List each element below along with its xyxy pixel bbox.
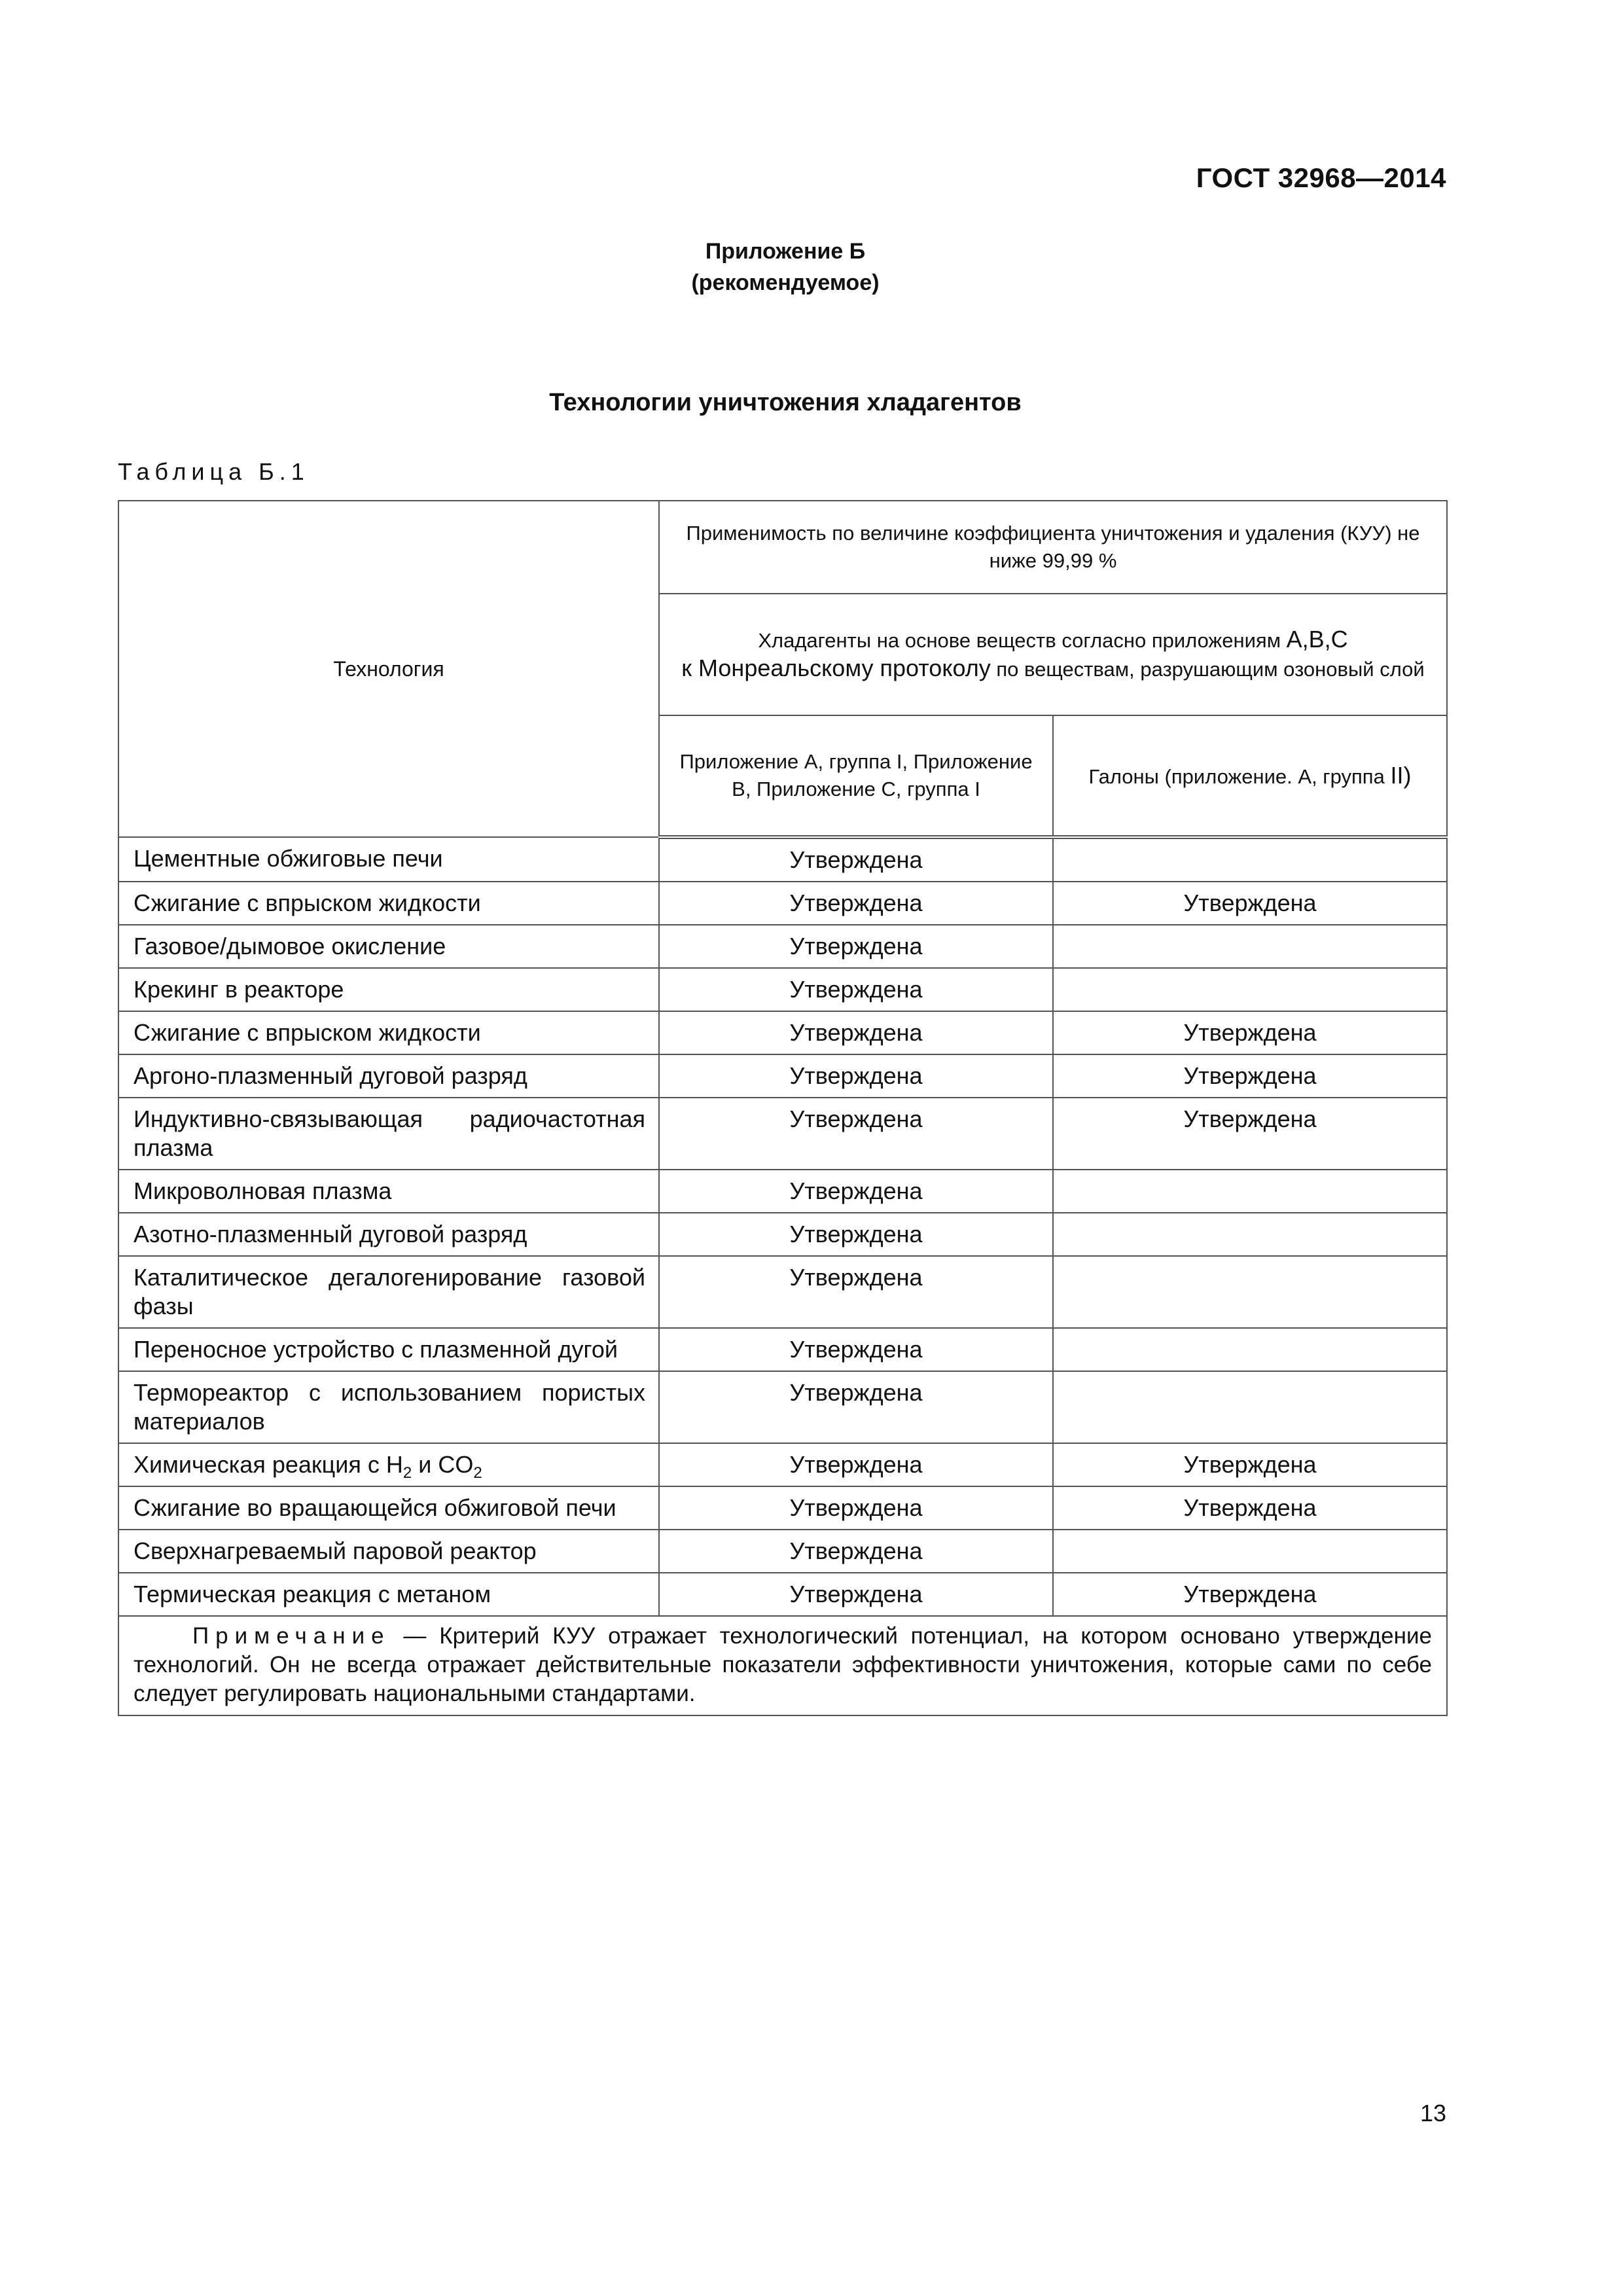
halons-prefix: Галоны (приложение. А, группа	[1088, 765, 1391, 788]
table-row	[118, 1486, 1447, 1530]
table-row	[118, 925, 1447, 968]
destruction-technologies-table	[118, 500, 1448, 1716]
halons-cell	[1053, 837, 1447, 882]
halons-cell	[1053, 968, 1447, 1011]
note-row	[118, 1616, 1447, 1715]
document-code: ГОСТ 32968—2014	[1196, 162, 1446, 193]
annex-a-cell: Утверждена	[659, 1256, 1053, 1328]
technology-cell: Сжигание во вращающейся обжиговой печи	[118, 1486, 659, 1530]
annex-a-cell: Утверждена	[659, 1098, 1053, 1170]
formula-subscript-h: 2	[402, 1464, 412, 1482]
refrigerants-annexes: A,B,C	[1286, 626, 1348, 653]
halons-cell: Утверждена	[1053, 1443, 1447, 1486]
technology-cell: Аргоно-плазменный дуговой разряд	[118, 1054, 659, 1098]
technology-cell: Микроволновая плазма	[118, 1170, 659, 1213]
halons-cell	[1053, 1530, 1447, 1573]
annex-a-cell: Утверждена	[659, 1371, 1053, 1443]
annex-a-cell: Утверждена	[659, 1213, 1053, 1256]
halons-cell: Утверждена	[1053, 1486, 1447, 1530]
table-note	[118, 1616, 1447, 1715]
table-row	[118, 1530, 1447, 1573]
annex-a-cell: Утверждена	[659, 837, 1053, 882]
header-row-1	[118, 501, 1447, 594]
technology-cell: Цементные обжиговые печи	[118, 837, 659, 882]
annex-a-cell: Утверждена	[659, 1170, 1053, 1213]
note-label: Примечание	[192, 1623, 391, 1649]
page-title: Технологии уничтожения хладагентов	[549, 389, 1022, 416]
halons-cell	[1053, 1256, 1447, 1328]
table-row	[118, 968, 1447, 1011]
formula-mid: и CO	[412, 1451, 474, 1478]
refrigerants-prefix: Хладагенты на основе веществ согласно приложениям	[758, 629, 1287, 652]
halons-cell	[1053, 1328, 1447, 1371]
halons-group: II)	[1390, 762, 1412, 789]
table-label: Таблица Б.1	[118, 458, 310, 485]
annex-a-cell: Утверждена	[659, 1328, 1053, 1371]
table-row	[118, 1170, 1447, 1213]
table-row	[118, 1371, 1447, 1443]
table-row	[118, 1054, 1447, 1098]
halons-cell: Утверждена	[1053, 1011, 1447, 1054]
halons-cell: Утверждена	[1053, 882, 1447, 925]
halons-cell	[1053, 1170, 1447, 1213]
table-row	[118, 1443, 1447, 1486]
annex-a-cell: Утверждена	[659, 1443, 1053, 1486]
technology-cell: Сверхнагреваемый паровой реактор	[118, 1530, 659, 1573]
table-row	[118, 1011, 1447, 1054]
halons-cell	[1053, 1213, 1447, 1256]
technology-cell: Каталитическое дегалогенирование газовой фазы	[118, 1256, 659, 1328]
appendix-type: (рекомендуемое)	[691, 270, 880, 295]
appendix-name: Приложение Б	[705, 239, 866, 264]
halons-cell	[1053, 925, 1447, 968]
refrigerants-montreal: к Монреальскому протоколу	[681, 655, 991, 681]
note-text: — Критерий КУУ отражает технологический потенциал, на котором основано утверждение технологий. Он не всегда отражает действительные показатели эффективности уничтожения, которые сами по себе следует регулировать национальными стандартами.	[134, 1623, 1432, 1706]
table-row	[118, 1256, 1447, 1328]
technology-cell: Термореактор с использованием пористых материалов	[118, 1371, 659, 1443]
annex-a-cell: Утверждена	[659, 1530, 1053, 1573]
technology-cell: Термическая реакция с метаном	[118, 1573, 659, 1616]
technology-cell: Переносное устройство с плазменной дугой	[118, 1328, 659, 1371]
header-applicability: Применимость по величине коэффициента уничтожения и удаления (КУУ) не ниже 99,99 %	[659, 501, 1447, 594]
header-col-annex-a: Приложение А, группа I, Приложение В, Приложение С, группа I	[659, 715, 1053, 837]
annex-a-cell: Утверждена	[659, 1054, 1053, 1098]
technology-cell: Газовое/дымовое окисление	[118, 925, 659, 968]
annex-a-cell: Утверждена	[659, 968, 1053, 1011]
annex-a-cell: Утверждена	[659, 1486, 1053, 1530]
page-number: 13	[1419, 2100, 1446, 2126]
technology-cell	[118, 1443, 659, 1486]
table-row	[118, 1098, 1447, 1170]
header-technology: Технология	[118, 501, 659, 837]
table-row	[118, 1328, 1447, 1371]
annex-a-cell: Утверждена	[659, 925, 1053, 968]
table-row	[118, 1573, 1447, 1616]
halons-cell: Утверждена	[1053, 1573, 1447, 1616]
technology-cell: Азотно-плазменный дуговой разряд	[118, 1213, 659, 1256]
refrigerants-suffix: по веществам, разрушающим озоновый слой	[990, 658, 1425, 681]
annex-a-cell: Утверждена	[659, 882, 1053, 925]
header-col-halons	[1053, 715, 1447, 837]
technology-cell: Крекинг в реакторе	[118, 968, 659, 1011]
table-row	[118, 882, 1447, 925]
formula-prefix: Химическая реакция с H	[134, 1451, 403, 1478]
technology-cell: Сжигание с впрыском жидкости	[118, 1011, 659, 1054]
halons-cell: Утверждена	[1053, 1054, 1447, 1098]
header-refrigerants	[659, 594, 1447, 715]
table-row	[118, 1213, 1447, 1256]
halons-cell: Утверждена	[1053, 1098, 1447, 1170]
annex-a-cell: Утверждена	[659, 1011, 1053, 1054]
technology-cell: Сжигание с впрыском жидкости	[118, 882, 659, 925]
technology-cell: Индуктивно-связывающая радиочастотная плазма	[118, 1098, 659, 1170]
annex-a-cell: Утверждена	[659, 1573, 1053, 1616]
table-row	[118, 837, 1447, 882]
appendix-heading	[0, 236, 1571, 298]
formula-subscript-co: 2	[473, 1464, 482, 1482]
halons-cell	[1053, 1371, 1447, 1443]
